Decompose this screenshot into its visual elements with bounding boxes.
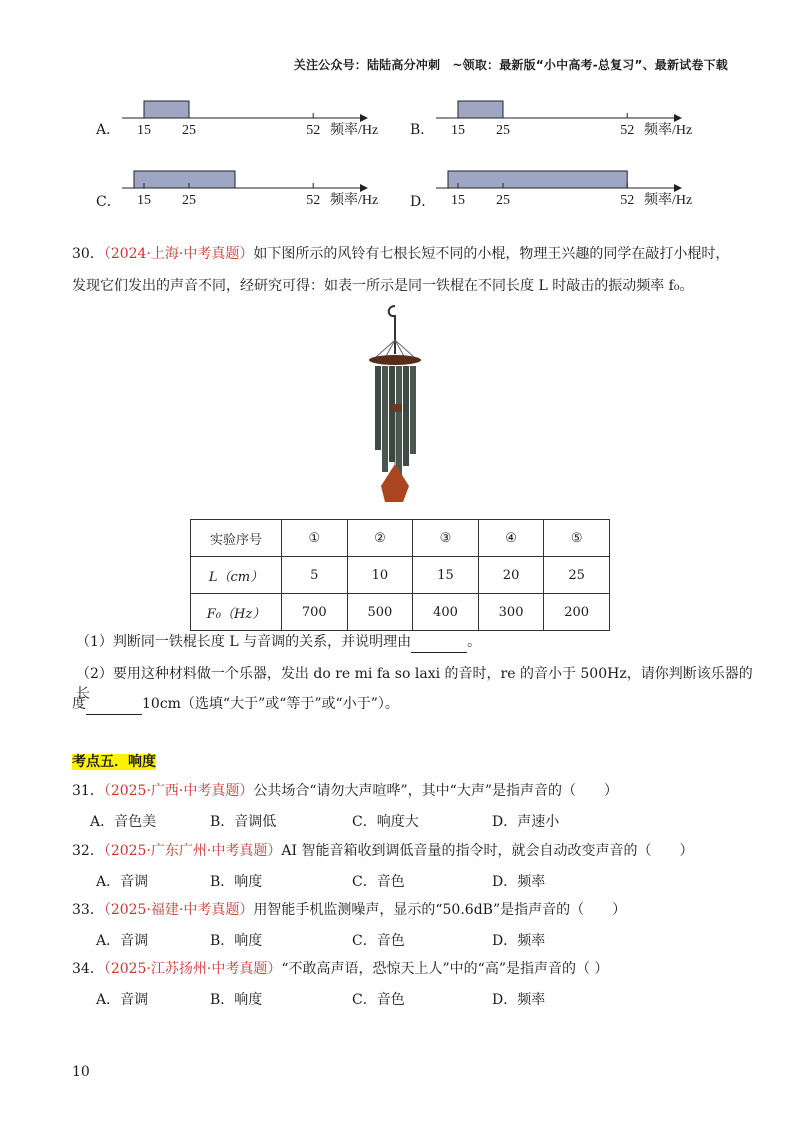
q30-text1: 如下图所示的风铃有七根长短不同的小棍，物理王兴趣的同学在敲打小棍时，: [253, 246, 730, 262]
q31-options: [90, 811, 690, 831]
q30-sub2-line1: （2）要用这种材料做一个乐器，发出 do re mi fa so laxi 的音时，re 的音小于 500Hz，请你判断该乐器的长: [76, 666, 753, 702]
answer-blank[interactable]: [86, 694, 142, 715]
q30-line2: 发现它们发出的声音不同，经研究可得：如表一所示是同一铁棍在不同长度 L 时敲击的振动频率 f₀。: [72, 278, 694, 294]
q30-sub2-pre: 度: [72, 696, 86, 712]
option-a[interactable]: A．音调: [96, 874, 149, 890]
q30-sub1: [76, 632, 481, 653]
tick-label: 15: [451, 123, 465, 138]
q30-source: （2024·上海·中考真题）: [103, 246, 254, 262]
q33-number: 33．: [72, 902, 104, 918]
q32-number: 32．: [72, 843, 104, 859]
frequency-range-bar: [134, 171, 235, 188]
axis-label: 频率/Hz: [330, 193, 379, 208]
q30-sub2-post: 10cm（选填“大于”或“等于”或“小于”）。: [142, 696, 399, 712]
q34-source: （2025·江苏扬州·中考真题）: [103, 961, 282, 977]
q32-options: [96, 871, 696, 891]
frequency-range-bar: [458, 101, 503, 118]
table-cell: 25: [544, 557, 610, 594]
table-cell: 700: [282, 594, 348, 631]
table-cell: L（cm）: [191, 557, 282, 594]
q30-line1: [72, 244, 732, 264]
q30-number: 30．: [72, 246, 104, 262]
table-cell: 500: [347, 594, 413, 631]
table-cell: ④: [478, 520, 544, 557]
option-c[interactable]: C．音色: [352, 992, 405, 1008]
tick-label: 15: [451, 193, 465, 208]
wind-chime-image: [355, 302, 435, 502]
tick-label: 25: [496, 193, 510, 208]
option-c[interactable]: C．响度大: [352, 814, 419, 830]
table-header-row: [191, 520, 610, 557]
q34-stem: [72, 959, 608, 979]
table-cell: 200: [544, 594, 610, 631]
axis-label: 频率/Hz: [644, 193, 693, 208]
q32-stem: [72, 841, 693, 861]
table-cell: 5: [282, 557, 348, 594]
table-row-frequency: [191, 594, 610, 631]
option-label: D．: [410, 194, 436, 210]
section-title: [72, 752, 156, 772]
q32-source: （2025·广东广州·中考真题）: [103, 843, 282, 859]
axis-arrow: [674, 184, 682, 192]
q34-text: “不敢高声语，恐惊天上人”中的“高”是指声音的（ ）: [281, 961, 609, 977]
axis-label: 频率/Hz: [644, 123, 693, 138]
option-b[interactable]: B．响度: [210, 933, 263, 949]
q34-number: 34．: [72, 961, 104, 977]
section-title-text: 考点五．响度: [72, 754, 156, 770]
q31-stem: [72, 781, 618, 801]
table-cell: 20: [478, 557, 544, 594]
q33-text: 用智能手机监测噪声，显示的“50.6dB”是指声音的（ ）: [253, 902, 627, 918]
option-d[interactable]: D．频率: [492, 933, 546, 949]
option-c[interactable]: C．音色: [352, 874, 405, 890]
option-a[interactable]: A．音色美: [90, 814, 157, 830]
table-cell: ①: [282, 520, 348, 557]
tick-label: 52: [306, 193, 321, 208]
q30-sub2-line2: [72, 694, 399, 715]
tick-label: 25: [496, 123, 510, 138]
q31-text: 公共场合“请勿大声喧哗”，其中“大声”是指声音的（ ）: [253, 783, 618, 799]
frequency-range-bar: [448, 171, 627, 188]
option-d[interactable]: D．频率: [492, 992, 546, 1008]
table-cell: ③: [413, 520, 479, 557]
q31-source: （2025·广西·中考真题）: [103, 783, 254, 799]
table-cell: ②: [347, 520, 413, 557]
option-b[interactable]: B．响度: [210, 992, 263, 1008]
frequency-axes: [0, 0, 800, 230]
table-cell: ⑤: [544, 520, 610, 557]
axis-label: 频率/Hz: [330, 123, 379, 138]
tick-label: 25: [182, 123, 196, 138]
table-cell: 400: [413, 594, 479, 631]
answer-blank[interactable]: [411, 632, 467, 653]
tick-label: 52: [620, 123, 635, 138]
q34-options: [96, 989, 696, 1009]
axis-arrow: [360, 114, 368, 122]
q30-sub1-end: 。: [467, 634, 482, 650]
option-label: A．: [96, 122, 121, 138]
tick-label: 52: [620, 193, 635, 208]
q32-text: AI 智能音箱收到调低音量的指令时，就会自动改变声音的（ ）: [281, 843, 694, 859]
q31-number: 31．: [72, 783, 104, 799]
tick-label: 25: [182, 193, 196, 208]
option-label: B．: [410, 122, 435, 138]
experiment-table: [190, 519, 610, 631]
tick-label: 52: [306, 123, 321, 138]
q33-source: （2025·福建·中考真题）: [103, 902, 254, 918]
option-a[interactable]: A．音调: [96, 933, 149, 949]
tick-label: 15: [137, 193, 151, 208]
option-label: C．: [96, 194, 121, 210]
option-b[interactable]: B．音调低: [210, 814, 277, 830]
table-cell: 10: [347, 557, 413, 594]
axis-arrow: [674, 114, 682, 122]
table-row-length: [191, 557, 610, 594]
tick-label: 15: [137, 123, 151, 138]
q33-stem: [72, 900, 626, 920]
option-d[interactable]: D．频率: [492, 874, 546, 890]
page-header: 关注公众号：陆陆高分冲刺 ~领取：最新版“小中高考-总复习”、最新试卷下载: [293, 58, 728, 72]
table-cell: 15: [413, 557, 479, 594]
option-c[interactable]: C．音色: [352, 933, 405, 949]
frequency-range-bar: [144, 101, 189, 118]
page-number: 10: [72, 1064, 90, 1080]
table-cell: F₀（Hz）: [191, 594, 282, 631]
q33-options: [96, 930, 696, 950]
table-cell: 300: [478, 594, 544, 631]
q30-sub1-text: （1）判断同一铁棍长度 L 与音调的关系，并说明理由: [76, 634, 412, 650]
table-cell: 实验序号: [191, 520, 282, 557]
option-b[interactable]: B．响度: [210, 874, 263, 890]
axis-arrow: [360, 184, 368, 192]
option-d[interactable]: D．声速小: [492, 814, 560, 830]
option-a[interactable]: A．音调: [96, 992, 149, 1008]
